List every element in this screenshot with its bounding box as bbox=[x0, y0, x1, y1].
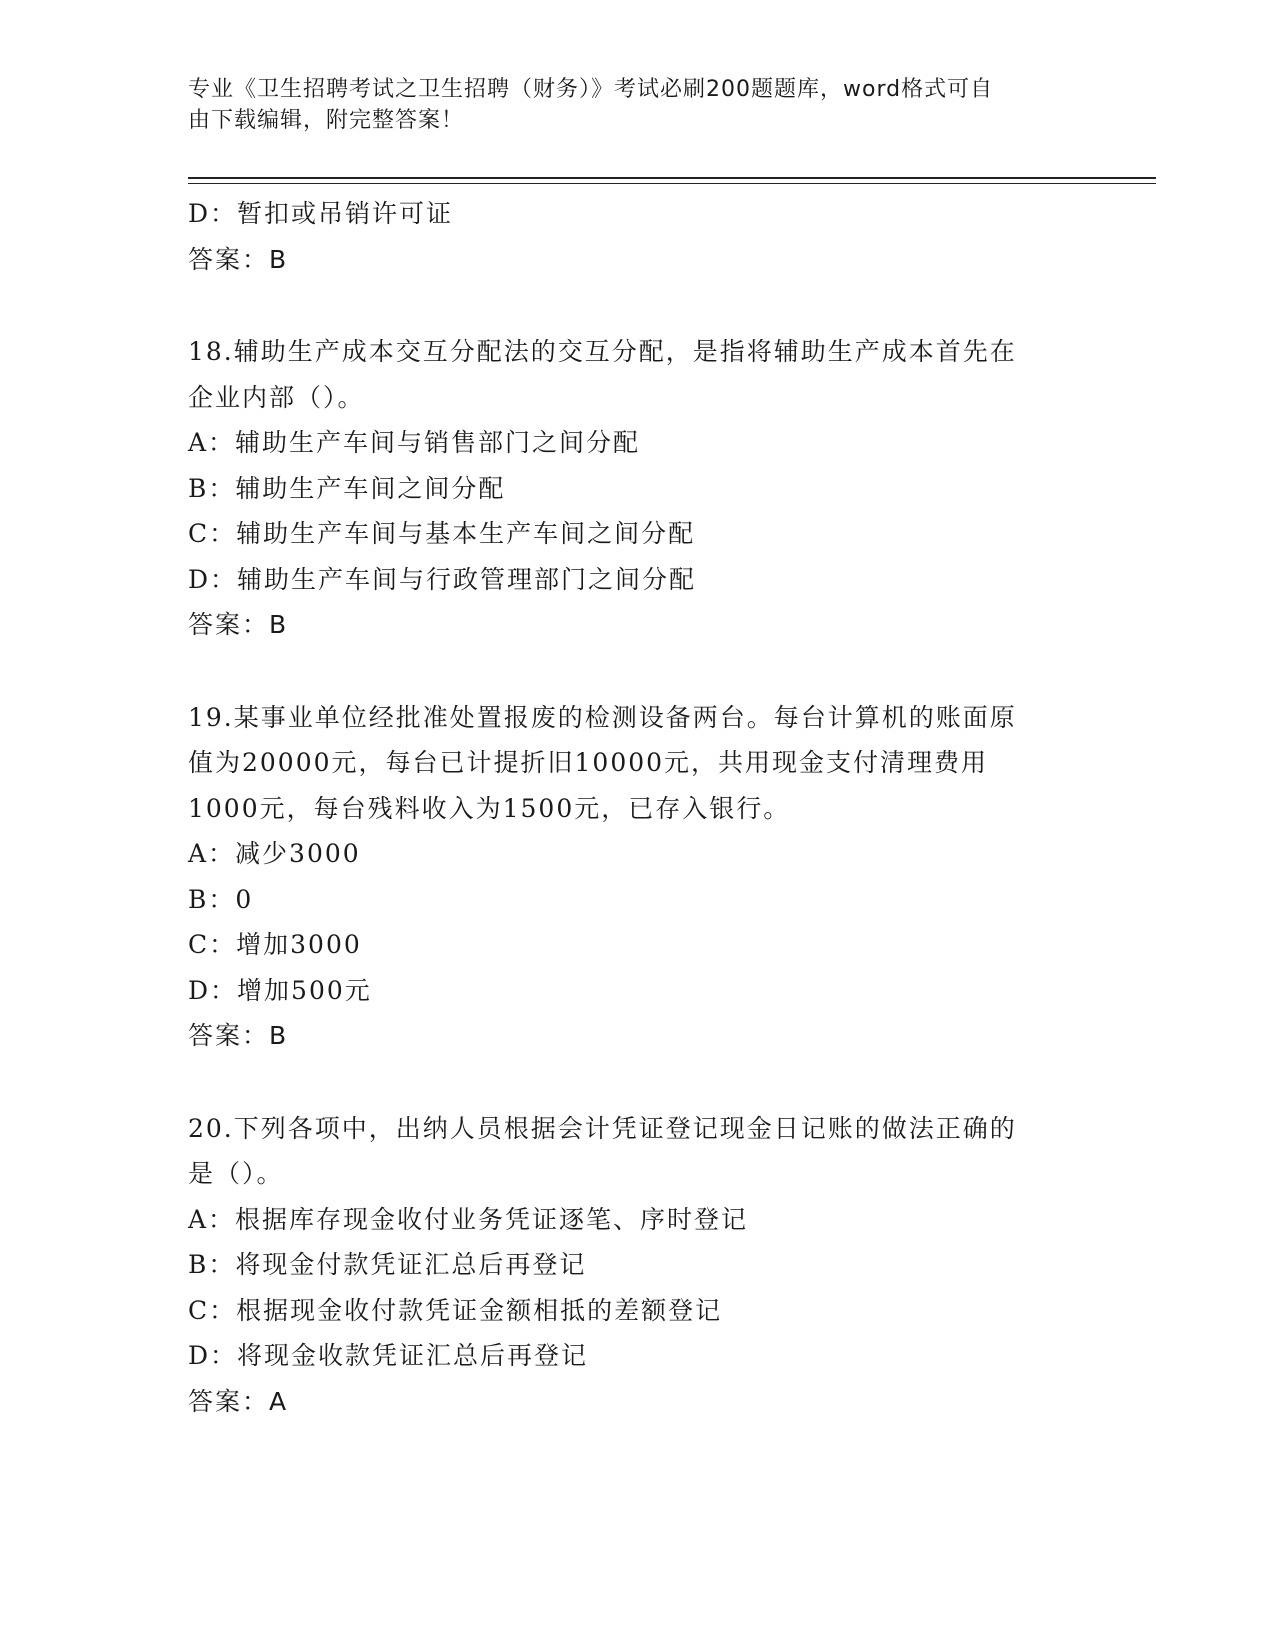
question-stem: 18.辅助生产成本交互分配法的交互分配，是指将辅助生产成本首先在 bbox=[188, 337, 1017, 366]
header-rule-thin bbox=[188, 183, 1156, 184]
answer: 答案：B bbox=[188, 1021, 289, 1050]
option-d: D：将现金收款凭证汇总后再登记 bbox=[188, 1341, 589, 1370]
question-19 bbox=[188, 695, 1088, 1059]
question-stem: 19.某事业单位经批准处置报废的检测设备两台。每台计算机的账面原 bbox=[188, 702, 1017, 732]
option-d: D：增加500元 bbox=[188, 975, 372, 1005]
question-list bbox=[188, 191, 1088, 1424]
question-stem: 企业内部（）。 bbox=[188, 382, 365, 412]
option-c: C：辅助生产车间与基本生产车间之间分配 bbox=[188, 519, 696, 548]
question-18 bbox=[188, 329, 1088, 648]
header-line-2: 由下载编辑，附完整答案！ bbox=[188, 108, 465, 133]
option-d: D：暂扣或吊销许可证 bbox=[188, 199, 454, 228]
answer: 答案：B bbox=[188, 610, 289, 639]
document-header bbox=[188, 74, 1068, 136]
option-a: A：减少3000 bbox=[188, 839, 361, 868]
header-rule-thick bbox=[188, 177, 1156, 179]
option-a: A：根据库存现金收付业务凭证逐笔、序时登记 bbox=[188, 1204, 749, 1234]
option-b: B：辅助生产车间之间分配 bbox=[188, 473, 506, 503]
option-c: C：根据现金收付款凭证金额相抵的差额登记 bbox=[188, 1295, 723, 1325]
option-c: C：增加3000 bbox=[188, 930, 362, 959]
question-17-tail bbox=[188, 191, 1088, 282]
question-stem: 值为20000元，每台已计提折旧10000元，共用现金支付清理费用 bbox=[188, 748, 989, 777]
answer: 答案：B bbox=[188, 244, 289, 274]
question-stem: 20.下列各项中，出纳人员根据会计凭证登记现金日记账的做法正确的 bbox=[188, 1113, 1017, 1143]
option-b: B：将现金付款凭证汇总后再登记 bbox=[188, 1250, 587, 1279]
option-b: B：0 bbox=[188, 884, 254, 914]
answer: 答案：A bbox=[188, 1386, 289, 1416]
option-d: D：辅助生产车间与行政管理部门之间分配 bbox=[188, 564, 697, 594]
question-stem: 1000元，每台残料收入为1500元，已存入银行。 bbox=[188, 793, 791, 823]
header-line-1: 专业《卫生招聘考试之卫生招聘（财务）》考试必刷200题题库，word格式可自 bbox=[188, 77, 994, 102]
question-20 bbox=[188, 1106, 1088, 1425]
spacer bbox=[188, 648, 1088, 695]
spacer bbox=[188, 1059, 1088, 1106]
spacer bbox=[188, 282, 1088, 329]
question-stem: 是（）。 bbox=[188, 1159, 284, 1188]
option-a: A：辅助生产车间与销售部门之间分配 bbox=[188, 428, 641, 457]
